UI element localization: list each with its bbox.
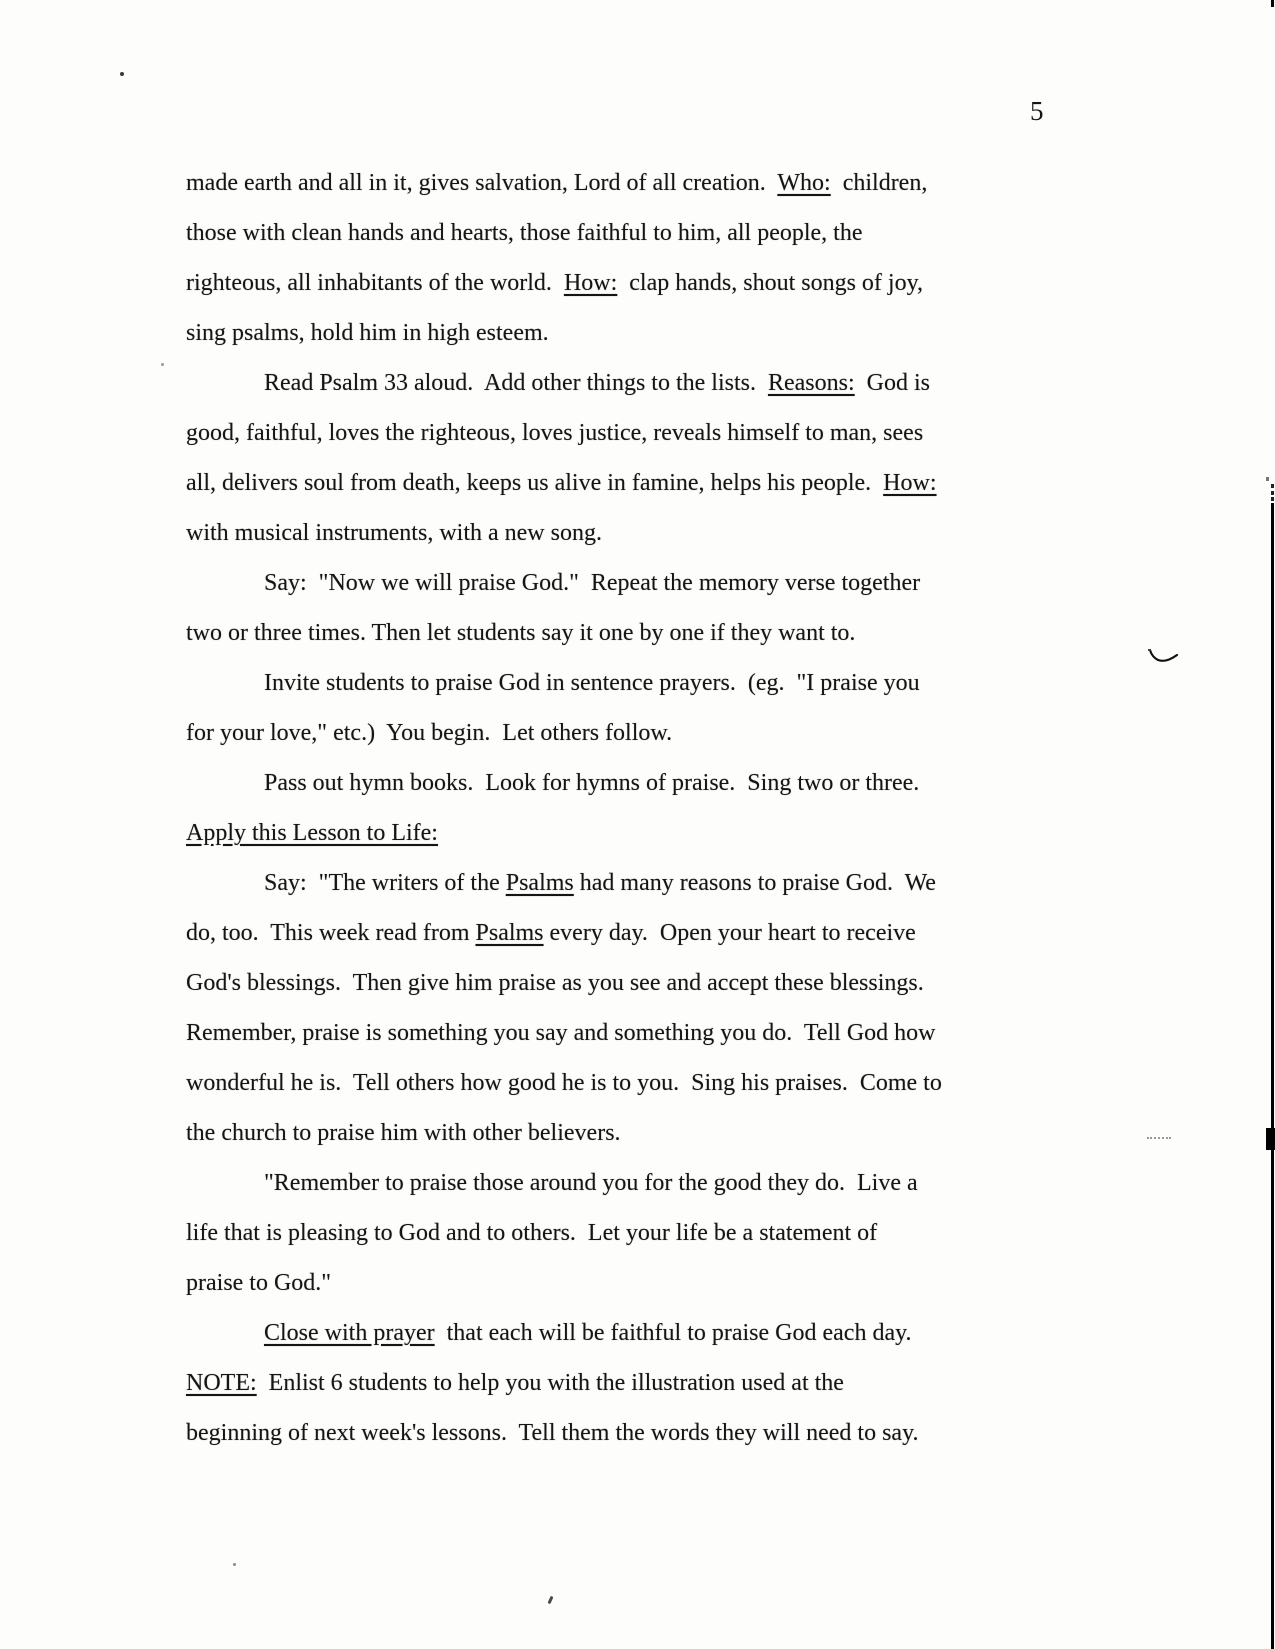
text-line xyxy=(186,1108,1086,1158)
text-segment: righteous, all inhabitants of the world. xyxy=(186,270,564,296)
underlined-text: Psalms xyxy=(475,920,544,946)
underlined-text: How: xyxy=(563,270,618,296)
text-line xyxy=(186,258,1086,308)
page-number: 5 xyxy=(1030,96,1044,126)
underlined-text: How: xyxy=(883,470,937,496)
document-text xyxy=(186,158,1086,1458)
text-line xyxy=(186,1408,1086,1458)
text-segment: clap hands, shout songs of joy, xyxy=(617,270,924,296)
text-line xyxy=(186,208,1086,258)
text-line xyxy=(186,558,1086,608)
text-segment: those with clean hands and hearts, those faithful to him, all people, the xyxy=(186,220,863,246)
text-line xyxy=(186,1358,1086,1408)
pen-curve-mark xyxy=(1148,646,1180,664)
text-line xyxy=(186,358,1086,408)
text-line xyxy=(186,508,1086,558)
text-line xyxy=(186,1208,1086,1258)
text-line xyxy=(186,958,1086,1008)
text-segment: had many reasons to praise God. We xyxy=(573,870,936,896)
dust-speck xyxy=(233,1563,236,1566)
text-segment: "Remember to praise those around you for the good they do. Live a xyxy=(264,1170,918,1196)
scan-corner-mark xyxy=(1271,0,1274,7)
text-segment: all, delivers soul from death, keeps us alive in famine, helps his people. xyxy=(186,470,884,496)
text-segment: every day. Open your heart to receive xyxy=(543,920,916,946)
text-segment: Invite students to praise God in sentence prayers. (eg. "I praise you xyxy=(264,670,920,696)
text-segment: praise to God." xyxy=(186,1270,332,1296)
dust-speck xyxy=(161,363,164,366)
text-line xyxy=(186,858,1086,908)
text-line xyxy=(186,1158,1086,1208)
text-segment: God's blessings. Then give him praise as you see and accept these blessings. xyxy=(186,970,924,996)
text-line xyxy=(186,908,1086,958)
underlined-text: Who: xyxy=(777,170,831,196)
text-segment: Say: "The writers of the xyxy=(264,870,506,896)
text-line xyxy=(186,1258,1086,1308)
text-line xyxy=(186,708,1086,758)
text-segment: for your love," etc.) You begin. Let others follow. xyxy=(186,720,673,746)
text-segment: made earth and all in it, gives salvation, Lord of all creation. xyxy=(186,170,778,196)
text-line xyxy=(186,758,1086,808)
text-segment: sing psalms, hold him in high esteem. xyxy=(186,320,549,346)
faint-dash-mark xyxy=(1147,1137,1171,1139)
text-line xyxy=(186,658,1086,708)
underlined-text: Close with prayer xyxy=(264,1320,435,1346)
text-segment: Enlist 6 students to help you with the illustration used at the xyxy=(256,1370,844,1396)
text-segment: with musical instruments, with a new song. xyxy=(186,520,602,546)
dust-speck xyxy=(548,1596,554,1605)
text-segment: that each will be faithful to praise God each day. xyxy=(434,1320,912,1346)
text-line xyxy=(186,158,1086,208)
scan-edge-dot xyxy=(1271,491,1274,495)
underlined-text: Psalms xyxy=(505,870,574,896)
text-segment: life that is pleasing to God and to others. Let your life be a statement of xyxy=(186,1220,878,1246)
scan-edge-line xyxy=(1271,503,1274,1649)
text-line xyxy=(186,608,1086,658)
scan-edge-dot xyxy=(1266,477,1269,481)
text-segment: Pass out hymn books. Look for hymns of praise. Sing two or three. xyxy=(264,770,920,796)
text-segment: two or three times. Then let students say it one by one if they want to. xyxy=(186,620,856,646)
underlined-text: NOTE: xyxy=(186,1370,257,1396)
text-segment: good, faithful, loves the righteous, loves justice, reveals himself to man, sees xyxy=(186,420,924,446)
scan-edge-blob xyxy=(1266,1128,1275,1150)
text-segment: God is xyxy=(854,370,930,396)
text-line xyxy=(186,1308,1086,1358)
text-line xyxy=(186,1008,1086,1058)
text-segment: do, too. This week read from xyxy=(186,920,476,946)
text-segment: Remember, praise is something you say and something you do. Tell God how xyxy=(186,1020,936,1046)
text-segment: the church to praise him with other believers. xyxy=(186,1120,621,1146)
text-segment: wonderful he is. Tell others how good he is to you. Sing his praises. Come to xyxy=(186,1070,942,1096)
text-segment: beginning of next week's lessons. Tell them the words they will need to say. xyxy=(186,1420,919,1446)
text-line xyxy=(186,458,1086,508)
text-line xyxy=(186,808,1086,858)
text-line xyxy=(186,308,1086,358)
dust-speck xyxy=(120,72,124,76)
text-line xyxy=(186,408,1086,458)
underlined-text: Apply this Lesson to Life: xyxy=(186,820,438,846)
scan-edge-dot xyxy=(1271,484,1274,488)
underlined-text: Reasons: xyxy=(767,370,855,396)
text-line xyxy=(186,1058,1086,1108)
text-segment: Read Psalm 33 aloud. Add other things to the lists. xyxy=(264,370,768,396)
scan-edge-dot xyxy=(1271,497,1274,501)
text-segment: Say: "Now we will praise God." Repeat the memory verse together xyxy=(264,570,921,596)
text-segment: children, xyxy=(830,170,928,196)
